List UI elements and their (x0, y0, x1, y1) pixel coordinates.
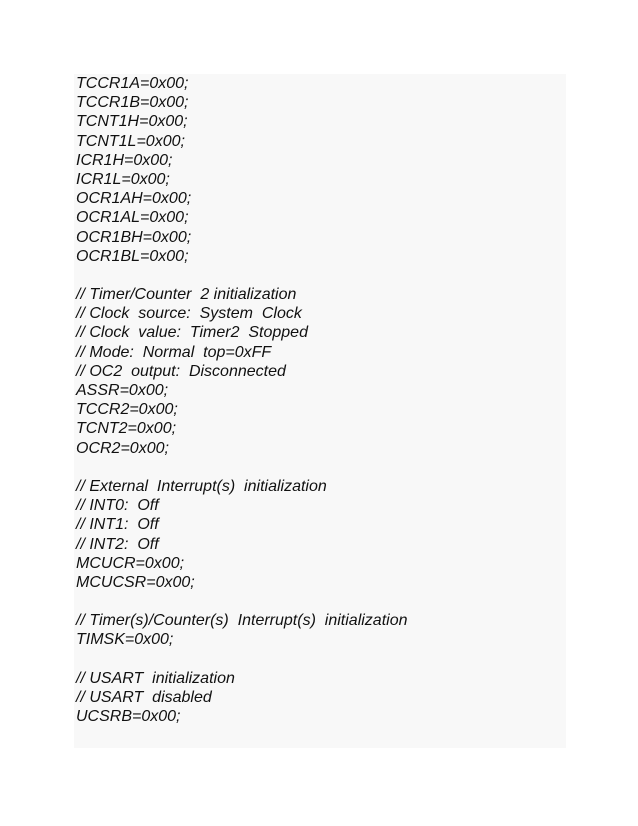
code-line: ASSR=0x00; (76, 382, 169, 399)
comment-line: // Clock source: System Clock (76, 305, 302, 323)
comment-line: // Clock value: Timer2 Stopped (76, 324, 308, 342)
code-line: UCSRB=0x00; (76, 708, 181, 726)
code-line: OCR1BL=0x00; (76, 247, 189, 265)
comment-line: // INT0: Off (76, 497, 159, 515)
comment-line: // INT2: Off (76, 535, 159, 553)
comment-line: // External Interrupt(s) initialization (76, 477, 327, 495)
code-line: TCNT2=0x00; (76, 420, 177, 438)
code-line: OCR2=0x00; (76, 439, 169, 457)
code-listing (76, 74, 408, 726)
code-line: OCR1BH=0x00; (76, 228, 192, 246)
code-line: TCCR1A=0x00; (76, 75, 189, 92)
code-line: TIMSK=0x00; (76, 631, 174, 649)
blank-line (76, 592, 408, 611)
code-line: ICR1L=0x00; (76, 170, 170, 188)
comment-line: // USART initialization (76, 669, 235, 687)
comment-line: // Timer(s)/Counter(s) Interrupt(s) initialization (76, 612, 408, 630)
comment-line: // USART disabled (76, 689, 212, 706)
code-line: OCR1AL=0x00; (76, 209, 189, 227)
blank-line (76, 650, 408, 669)
code-line: TCCR2=0x00; (76, 401, 178, 419)
comment-line: // Timer/Counter 2 initialization (76, 286, 297, 304)
comment-line: // Mode: Normal top=0xFF (76, 343, 272, 361)
blank-line (76, 266, 408, 285)
comment-line: // INT1: Off (76, 516, 159, 534)
code-line: ICR1H=0x00; (76, 151, 173, 169)
code-line: TCNT1L=0x00; (76, 132, 185, 150)
code-line: TCCR1B=0x00; (76, 94, 189, 112)
code-line: MCUCSR=0x00; (76, 573, 195, 591)
comment-line: // OC2 output: Disconnected (76, 362, 286, 380)
code-line: OCR1AH=0x00; (76, 190, 192, 208)
code-line: TCNT1H=0x00; (76, 113, 188, 131)
code-line: MCUCR=0x00; (76, 554, 185, 572)
blank-line (76, 458, 408, 477)
